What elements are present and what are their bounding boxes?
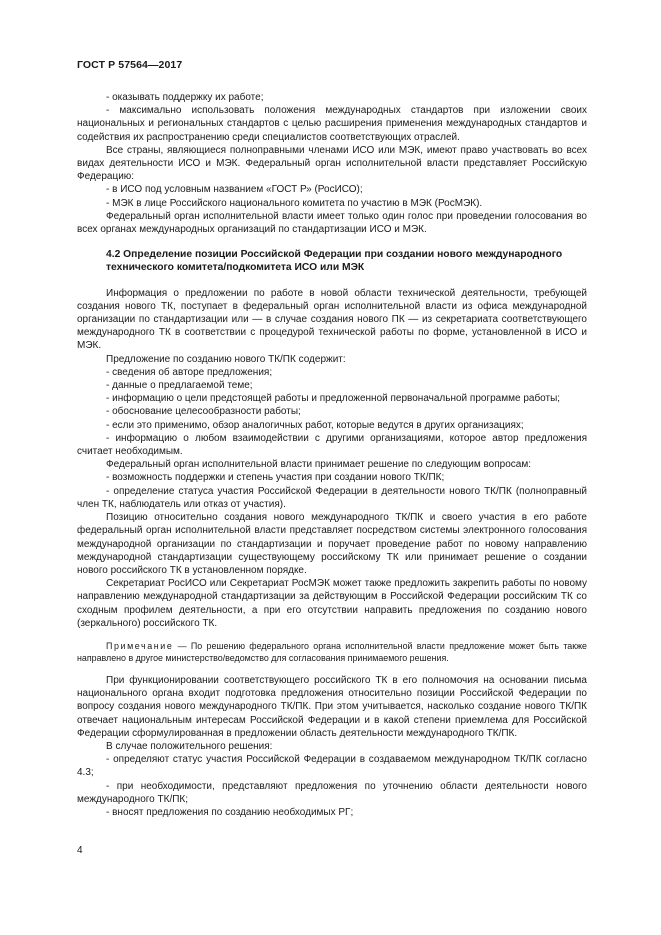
note-label: Примечание	[106, 640, 174, 651]
note	[77, 640, 587, 664]
list-item: - данные о предлагаемой теме;	[106, 380, 253, 392]
paragraph: Все страны, являющиеся полноправными членами ИСО или МЭК, имеют право участвовать во всех видах деятельности ИСО и МЭК. Федеральный орган исполнительной власти представляет Российскую Федерацию:	[77, 144, 587, 183]
list-item: - информацию о цели предстоящей работы и предложенной первоначальной программе работы;	[106, 393, 561, 405]
section-heading: 4.2 Определение позиции Российской Федерации при создании нового международного технического комитета/подкомитета ИСО или МЭК	[106, 249, 563, 274]
list-item: - МЭК в лице Российского национального комитета по участию в МЭК (РосМЭК).	[106, 197, 483, 209]
list-item: - возможность поддержки и степень участия при создании нового ТК/ПК;	[106, 472, 445, 484]
list-item: - сведения об авторе предложения;	[106, 366, 273, 378]
list-item: - при необходимости, представляют предложения по уточнению области деятельности нового международного ТК/ПК;	[77, 780, 587, 805]
list-item: - вносят предложения по созданию необходимых РГ;	[106, 806, 354, 818]
document-body	[77, 91, 587, 819]
paragraph: В случае положительного решения:	[106, 740, 273, 752]
note-text: — По решению федерального органа исполнительной власти предложение может быть также направлено в другое министерство/ведомство для согласования принимаемого решения.	[77, 640, 587, 663]
paragraph: Федеральный орган исполнительной власти принимает решение по следующим вопросам:	[106, 459, 531, 471]
list-item: - если это применимо, обзор аналогичных работ, которые ведутся в других организациях;	[106, 419, 524, 431]
page-number: 4	[77, 845, 83, 856]
list-item: - в ИСО под условным названием «ГОСТ Р» (РосИСО);	[106, 184, 363, 196]
paragraph: Предложение по созданию нового ТК/ПК содержит:	[106, 353, 346, 365]
paragraph: Информация о предложении по работе в новой области технической деятельности, требующей создания нового ТК, поступает в федеральный орган исполнительной власти из офиса международной организации по стандартизации или — в случае создания нового ПК — из секретариата соответствующего международного ТК в соответствии с процедурой технической работы по форме, установленной в ИСО и МЭК.	[77, 287, 587, 352]
paragraph: Федеральный орган исполнительной власти имеет только один голос при проведении голосования во всех органах международных организаций по стандартизации ИСО и МЭК.	[77, 210, 587, 236]
document-header: ГОСТ Р 57564—2017	[77, 59, 183, 71]
list-item: - информацию о любом взаимодействии с другими организациями, которое автор предложения считает необходимым.	[77, 432, 587, 458]
list-item: - определение статуса участия Российской Федерации в деятельности нового ТК/ПК (полноправный член ТК, наблюдатель или отказ от участия).	[77, 485, 587, 510]
list-item: - определяют статус участия Российской Федерации в создаваемом международном ТК/ПК согласно 4.3;	[77, 754, 587, 779]
paragraph: Позицию относительно создания нового международного ТК/ПК и своего участия в его работе федеральный орган исполнительной власти представляет посредством системы электронного голосования международной организации по стандартизации и поручает проведение работ по новому направлению международной стандартизации существующему российскому ТК или принимает решение о создании нового российского ТК в установленном порядке.	[77, 512, 587, 576]
list-item: - максимально использовать положения международных стандартов при изложении своих национальных и региональных стандартов с целью расширения применения международных стандартов и содействия их распространению среди специалистов соответствующих отраслей.	[77, 105, 587, 143]
paragraph: Секретариат РосИСО или Секретариат РосМЭК может также предложить закрепить работы по новому направлению международной стандартизации за действующим в Российской Федерации российским ТК со сходным профилем деятельности, а при его отсутствии направить предложения по созданию нового (зеркального) российского ТК.	[77, 578, 587, 629]
paragraph: При функционировании соответствующего российского ТК в его полномочия на основании письма национального органа входит подготовка предложения относительно позиции Российской Федерации по вопросу создания нового международного ТК/ПК. При этом учитывается, насколько создание нового ТК/ПК отвечает национальным интересам Российской Федерации и в какой степени приемлема для Российской Федерации сформулированная в предложении область деятельности международного ТК/ПК.	[77, 674, 587, 739]
list-item: - оказывать поддержку их работе;	[106, 92, 264, 103]
list-item: - обоснование целесообразности работы;	[106, 406, 301, 418]
